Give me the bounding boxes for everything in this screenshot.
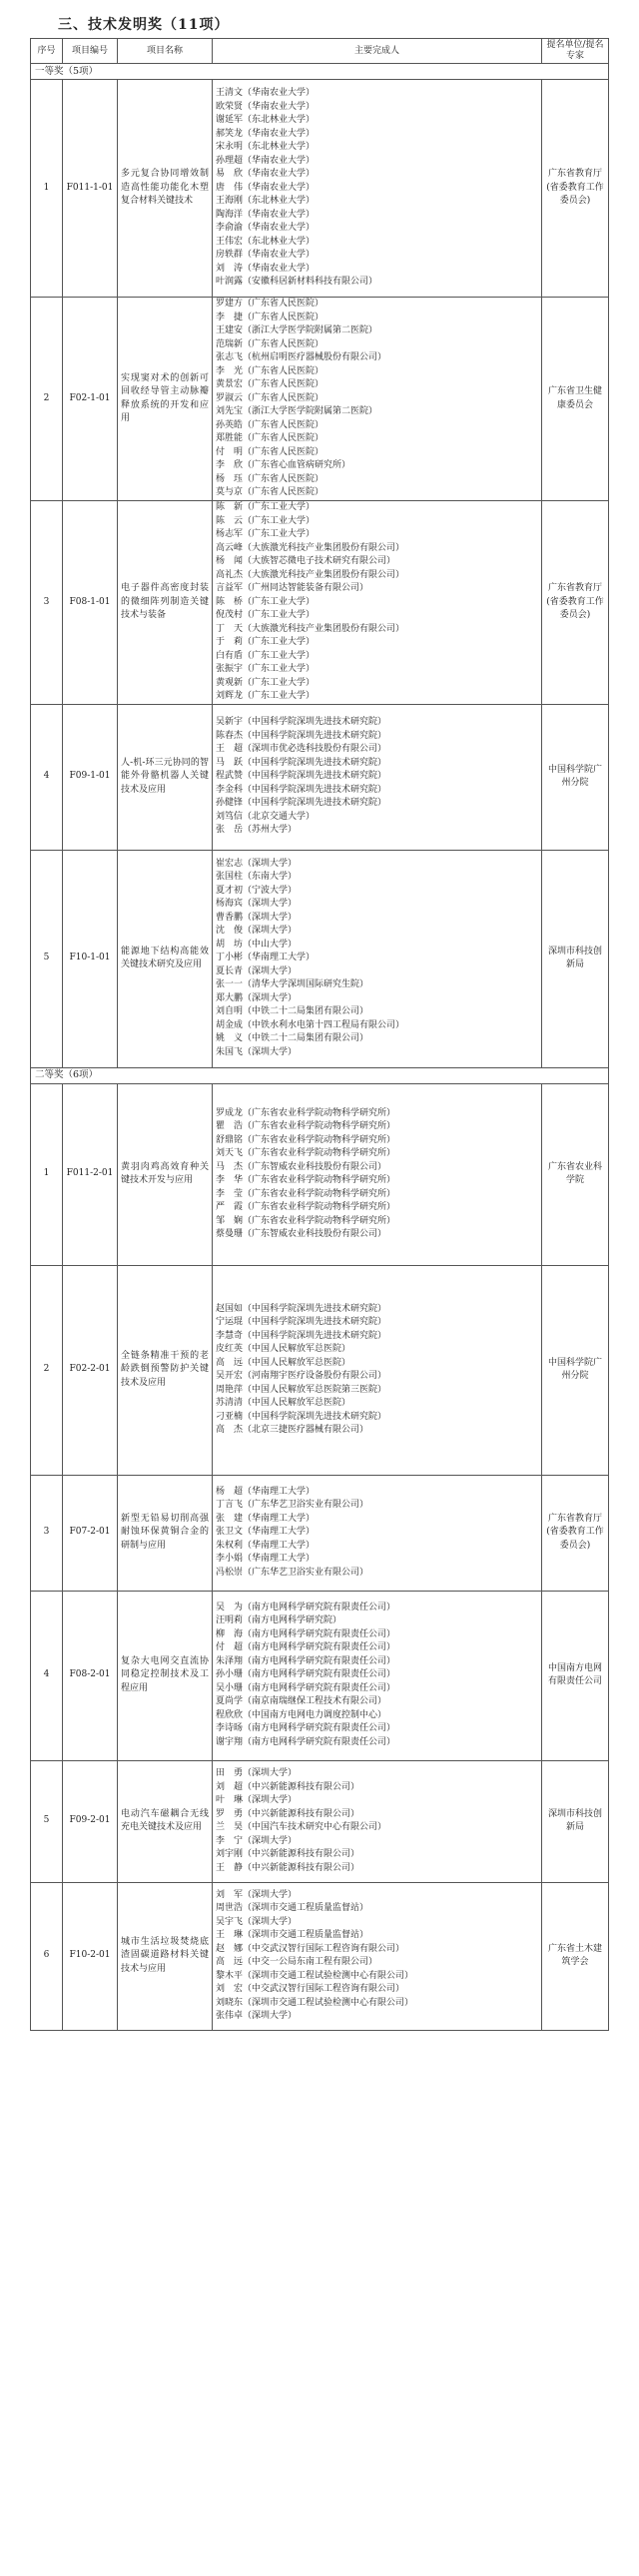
person-entry: 马 跃（中国科学院深圳先进技术研究院） <box>216 757 387 768</box>
table-row <box>31 1760 609 1882</box>
row-seq: 1 <box>31 80 63 298</box>
person-entry: 宁运琨（中国科学院深圳先进技术研究院） <box>216 1317 387 1327</box>
person-entry: 范瑞新（广东省人民医院） <box>216 338 324 349</box>
person-entry: 欧荣贤（华南农业大学） <box>216 101 316 112</box>
header-org: 提名单位/提名专家 <box>542 39 609 64</box>
person-entry: 李 捷（广东省人民医院） <box>216 312 324 322</box>
person-entry: 易 欣（华南农业大学） <box>216 169 316 180</box>
row-people <box>213 1265 542 1475</box>
person-entry: 谢延军（东北林业大学） <box>216 115 316 126</box>
row-people <box>213 850 542 1067</box>
person-entry: 陈 新（广东工业大学） <box>216 502 316 512</box>
person-entry: 高云峰（大族激光科技产业集团股份有限公司） <box>216 542 405 553</box>
row-seq: 5 <box>31 850 63 1067</box>
person-entry: 王清文（华南农业大学） <box>216 88 316 99</box>
person-entry: 严 霞（广东省农业科学院动物科学研究所） <box>216 1202 396 1212</box>
person-entry: 孙小珊（南方电网科学研究院有限责任公司） <box>216 1669 396 1680</box>
person-entry: 李 莹（广东省农业科学院动物科学研究所） <box>216 1188 396 1199</box>
person-entry: 崔宏志（深圳大学） <box>216 858 298 869</box>
person-entry: 刘笃信（北京交通大学） <box>216 811 316 822</box>
person-entry: 李俞渝（华南农业大学） <box>216 223 316 234</box>
row-people <box>213 1760 542 1882</box>
person-entry: 王 静（中兴新能源科技有限公司） <box>216 1862 360 1873</box>
person-entry: 孙健锋（中国科学院深圳先进技术研究院） <box>216 798 387 809</box>
person-entry: 郝笑龙（华南农业大学） <box>216 128 316 139</box>
row-people <box>213 80 542 298</box>
person-entry: 沈 俊（深圳大学） <box>216 926 298 937</box>
person-entry: 李 欣（广东省心血管病研究所） <box>216 460 351 471</box>
person-entry: 李诗旸（南方电网科学研究院有限责任公司） <box>216 1723 396 1734</box>
person-entry: 周世浩（深圳市交通工程质量监督站） <box>216 1903 369 1913</box>
person-entry: 张振宇（广东工业大学） <box>216 664 316 674</box>
person-entry: 赵国如（中国科学院深圳先进技术研究院） <box>216 1303 387 1314</box>
row-seq: 4 <box>31 704 63 850</box>
person-entry: 吴 为（南方电网科学研究院有限责任公司） <box>216 1602 396 1612</box>
table-row <box>31 1882 609 2030</box>
person-entry: 田 勇（深圳大学） <box>216 1768 298 1778</box>
row-nominator: 广东省教育厅(省委教育工作委员会) <box>542 80 609 298</box>
row-people <box>213 1591 542 1760</box>
person-entry: 吴开宏（河南翔宇医疗设备股份有限公司） <box>216 1371 387 1381</box>
table-row <box>31 298 609 501</box>
person-entry: 言益军（广州同达智能装备有限公司） <box>216 583 369 593</box>
person-entry: 舒鼎铭（广东省农业科学院动物科学研究所） <box>216 1134 396 1145</box>
row-people <box>213 1083 542 1265</box>
person-entry: 宋永明（东北林业大学） <box>216 142 316 153</box>
person-entry: 刘 军（深圳大学） <box>216 1889 298 1900</box>
row-nominator: 深圳市科技创新局 <box>542 850 609 1067</box>
table-header-row <box>31 39 609 64</box>
person-entry: 陈春杰（中国科学院深圳先进技术研究院） <box>216 730 387 741</box>
row-code: F09-1-01 <box>63 704 118 850</box>
person-entry: 夏才初（宁波大学） <box>216 885 298 896</box>
person-entry: 吴小珊（南方电网科学研究院有限责任公司） <box>216 1682 396 1693</box>
person-entry: 张伟卓（深圳大学） <box>216 2011 298 2021</box>
header-seq: 序号 <box>31 39 63 64</box>
person-entry: 刘 宏（中交武汉智行国际工程咨询有限公司） <box>216 1984 405 1994</box>
row-nominator: 广东省教育厅(省委教育工作委员会) <box>542 501 609 705</box>
row-seq: 2 <box>31 1265 63 1475</box>
person-entry: 张志飞（杭州启明医疗器械股份有限公司） <box>216 352 387 363</box>
person-entry: 李 光（广东省人民医院） <box>216 365 324 376</box>
row-seq: 3 <box>31 1475 63 1591</box>
person-entry: 李金科（中国科学院深圳先进技术研究院） <box>216 784 387 795</box>
person-entry: 邹 娴（广东省农业科学院动物科学研究所） <box>216 1215 396 1226</box>
person-entry: 刘 超（中兴新能源科技有限公司） <box>216 1781 360 1792</box>
person-entry: 李慧奇（中国科学院深圳先进技术研究院） <box>216 1330 387 1341</box>
person-entry: 汪明莉（南方电网科学研究院） <box>216 1615 342 1626</box>
person-entry: 叶 琳（深圳大学） <box>216 1795 298 1805</box>
row-code: F09-2-01 <box>63 1760 118 1882</box>
page-title: 三、技术发明奖（11项） <box>58 17 230 33</box>
person-entry: 程武赞（中国科学院深圳先进技术研究院） <box>216 771 387 782</box>
person-entry: 赵 娜（中交武汉智行国际工程咨询有限公司） <box>216 1943 405 1954</box>
section-row <box>31 1067 609 1083</box>
person-entry: 王伟宏（东北林业大学） <box>216 236 316 247</box>
row-project-name: 复杂大电网交直流协同稳定控制技术及工程应用 <box>118 1591 213 1760</box>
person-entry: 王建安（浙江大学医学院附属第二医院） <box>216 325 378 336</box>
person-entry: 付 超（南方电网科学研究院有限责任公司） <box>216 1642 396 1653</box>
person-entry: 朱权利（华南理工大学） <box>216 1540 316 1551</box>
row-project-name: 多元复合协同增效制造高性能功能化木塑复合材料关键技术 <box>118 80 213 298</box>
person-entry: 于 莉（广东工业大学） <box>216 637 316 647</box>
row-nominator: 广东省土木建筑学会 <box>542 1882 609 2030</box>
person-entry: 刘辉龙（广东工业大学） <box>216 691 316 701</box>
person-entry: 罗成龙（广东省农业科学院动物科学研究所） <box>216 1107 396 1118</box>
person-entry: 王海刚（东北林业大学） <box>216 196 316 207</box>
person-entry: 夏长青（深圳大学） <box>216 966 298 976</box>
person-entry: 刘自明（中铁二十二局集团有限公司） <box>216 1006 369 1017</box>
person-entry: 李小娟（华南理工大学） <box>216 1554 316 1565</box>
person-entry: 苏清清（中国人民解放军总医院） <box>216 1398 351 1408</box>
person-entry: 张一一（清华大学深圳国际研究生院） <box>216 979 369 990</box>
person-entry: 杨海宾（深圳大学） <box>216 899 298 910</box>
row-seq: 3 <box>31 501 63 705</box>
person-entry: 丁言飞（广东华艺卫浴实业有限公司） <box>216 1500 369 1511</box>
section-row <box>31 64 609 80</box>
person-entry: 刘 涛（华南农业大学） <box>216 263 316 274</box>
row-seq: 6 <box>31 1882 63 2030</box>
person-entry: 吴宇飞（深圳大学） <box>216 1916 298 1927</box>
person-entry: 兰 昊（中国汽车技术研究中心有限公司） <box>216 1822 387 1832</box>
row-project-name: 能源地下结构高能效关键技术研究及应用 <box>118 850 213 1067</box>
person-entry: 李 宁（深圳大学） <box>216 1835 298 1846</box>
person-entry: 杨 闻（大族智芯微电子技术研究有限公司） <box>216 556 396 566</box>
award-table <box>30 38 609 2031</box>
person-entry: 姚 义（中铁二十二局集团有限公司） <box>216 1033 369 1044</box>
person-entry: 周艳萍（中国人民解放军总医院第三医院） <box>216 1384 387 1395</box>
person-entry: 高 远（中国人民解放军总医院） <box>216 1357 351 1368</box>
row-code: F02-2-01 <box>63 1265 118 1475</box>
person-entry: 刘晓东（深圳市交通工程试验检测中心有限公司） <box>216 1997 414 2008</box>
person-entry: 高 远（中交一公局东南工程有限公司） <box>216 1957 378 1967</box>
section-label: 一等奖（5项） <box>31 64 609 80</box>
row-nominator: 广东省卫生健康委员会 <box>542 298 609 501</box>
row-seq: 2 <box>31 298 63 501</box>
row-people <box>213 1475 542 1591</box>
person-entry: 瞿 浩（广东省农业科学院动物科学研究所） <box>216 1121 396 1131</box>
person-entry: 陈 云（广东工业大学） <box>216 515 316 526</box>
person-entry: 杨 超（华南理工大学） <box>216 1486 316 1497</box>
person-entry: 黄观新（广东工业大学） <box>216 677 316 688</box>
person-entry: 丁小彬（华南理工大学） <box>216 953 316 964</box>
person-entry: 朱泽翔（南方电网科学研究院有限责任公司） <box>216 1655 396 1666</box>
person-entry: 皮红英（中国人民解放军总医院） <box>216 1344 351 1354</box>
person-entry: 张国柱（东南大学） <box>216 872 298 883</box>
person-entry: 刘先宝（浙江大学医学院附属第二医院） <box>216 406 378 417</box>
row-nominator: 中国科学院广州分院 <box>542 704 609 850</box>
person-entry: 胡金成（中铁水利水电第十四工程局有限公司） <box>216 1019 405 1030</box>
person-entry: 陶海洋（华南农业大学） <box>216 209 316 220</box>
row-project-name: 电子器件高密度封装的微细阵列制造关键技术与装备 <box>118 501 213 705</box>
row-project-name: 实现窦对术的创新可回收经导管主动脉瓣释放系统的开发和应用 <box>118 298 213 501</box>
header-name: 项目名称 <box>118 39 213 64</box>
person-entry: 刁亚楠（中国科学院深圳先进技术研究院） <box>216 1411 387 1422</box>
person-entry: 黎木平（深圳市交通工程试验检测中心有限公司） <box>216 1970 414 1981</box>
row-seq: 1 <box>31 1083 63 1265</box>
row-code: F07-2-01 <box>63 1475 118 1591</box>
row-nominator: 广东省农业科学院 <box>542 1083 609 1265</box>
table-body <box>31 64 609 2031</box>
person-entry: 张 建（华南理工大学） <box>216 1513 316 1524</box>
table-row <box>31 1265 609 1475</box>
person-entry: 黄景宏（广东省人民医院） <box>216 379 324 390</box>
table-row <box>31 1591 609 1760</box>
header-people: 主要完成人 <box>213 39 542 64</box>
table-row <box>31 80 609 298</box>
person-entry: 张 岳（苏州大学） <box>216 825 298 836</box>
header-code: 项目编号 <box>63 39 118 64</box>
person-entry: 刘宇刚（中兴新能源科技有限公司） <box>216 1849 360 1859</box>
person-entry: 倪茂村（广东工业大学） <box>216 610 316 620</box>
person-entry: 孙理超（华南农业大学） <box>216 155 316 166</box>
person-entry: 曹香鹏（深圳大学） <box>216 912 298 923</box>
row-seq: 5 <box>31 1760 63 1882</box>
table-row <box>31 501 609 705</box>
person-entry: 马 杰（广东智威农业科技股份有限公司） <box>216 1161 387 1172</box>
person-entry: 谢宇翔（南方电网科学研究院有限责任公司） <box>216 1736 396 1747</box>
person-entry: 罗建方（广东省人民医院） <box>216 299 324 310</box>
row-code: F10-2-01 <box>63 1882 118 2030</box>
person-entry: 高礼杰（大族激光科技产业集团股份有限公司） <box>216 569 405 580</box>
person-entry: 程欣欣（中国南方电网电力调度控制中心） <box>216 1709 387 1720</box>
row-project-name: 城市生活垃圾焚烧底渣固碳道路材料关键技术与应用 <box>118 1882 213 2030</box>
person-entry: 刘天飞（广东省农业科学院动物科学研究所） <box>216 1148 396 1158</box>
row-people <box>213 1882 542 2030</box>
person-entry: 张卫文（华南理工大学） <box>216 1527 316 1538</box>
row-people <box>213 501 542 705</box>
person-entry: 唐 伟（华南农业大学） <box>216 182 316 193</box>
person-entry: 罗淑云（广东省人民医院） <box>216 392 324 403</box>
person-entry: 丁 天（大族激光科技产业集团股份有限公司） <box>216 623 405 634</box>
row-people <box>213 298 542 501</box>
table-row <box>31 850 609 1067</box>
row-code: F02-1-01 <box>63 298 118 501</box>
row-nominator: 广东省教育厅(省委教育工作委员会) <box>542 1475 609 1591</box>
person-entry: 杨志军（广东工业大学） <box>216 529 316 539</box>
person-entry: 李 华（广东省农业科学院动物科学研究所） <box>216 1175 396 1185</box>
person-entry: 柳 海（南方电网科学研究院有限责任公司） <box>216 1628 396 1639</box>
person-entry: 王 琳（深圳市交通工程质量监督站） <box>216 1930 369 1940</box>
person-entry: 孙英皓（广东省人民医院） <box>216 419 324 430</box>
table-row <box>31 1475 609 1591</box>
person-entry: 莫与京（广东省人民医院） <box>216 487 324 498</box>
person-entry: 杨 珏（广东省人民医院） <box>216 473 324 484</box>
table-row <box>31 704 609 850</box>
row-nominator: 中国科学院广州分院 <box>542 1265 609 1475</box>
table-row <box>31 1083 609 1265</box>
person-entry: 夏尚学（南京南瑞继保工程技术有限公司） <box>216 1696 387 1707</box>
person-entry: 冯松崇（广东华艺卫浴实业有限公司） <box>216 1567 369 1578</box>
row-project-name: 全链条精准干预的老龄跌倒预警防护关键技术及应用 <box>118 1265 213 1475</box>
row-project-name: 电动汽车磁耦合无线充电关键技术及应用 <box>118 1760 213 1882</box>
person-entry: 高 杰（北京三捷医疗器械有限公司） <box>216 1425 369 1435</box>
row-project-name: 新型无铅易切削高强耐蚀环保黄铜合金的研制与应用 <box>118 1475 213 1591</box>
row-seq: 4 <box>31 1591 63 1760</box>
row-people <box>213 704 542 850</box>
person-entry: 朱国飞（深圳大学） <box>216 1046 298 1057</box>
person-entry: 胡 坊（中山大学） <box>216 939 298 950</box>
person-entry: 吴新宇（中国科学院深圳先进技术研究院） <box>216 717 387 728</box>
person-entry: 付 明（广东省人民医院） <box>216 446 324 457</box>
person-entry: 房轶群（华南农业大学） <box>216 250 316 261</box>
person-entry: 白有盾（广东工业大学） <box>216 650 316 661</box>
row-nominator: 深圳市科技创新局 <box>542 1760 609 1882</box>
row-code: F08-1-01 <box>63 501 118 705</box>
person-entry: 蔡曼珊（广东智威农业科技股份有限公司） <box>216 1229 387 1239</box>
row-code: F011-1-01 <box>63 80 118 298</box>
person-entry: 叶润露（安徽科居新材料科技有限公司） <box>216 277 378 288</box>
person-entry: 王 超（深圳市优必选科技股份有限公司） <box>216 744 387 755</box>
row-nominator: 中国南方电网有限责任公司 <box>542 1591 609 1760</box>
section-label: 二等奖（6项） <box>31 1067 609 1083</box>
person-entry: 郑胜能（广东省人民医院） <box>216 433 324 444</box>
row-project-name: 黄羽肉鸡高效育种关键技术开发与应用 <box>118 1083 213 1265</box>
row-code: F011-2-01 <box>63 1083 118 1265</box>
person-entry: 陈 桥（广东工业大学） <box>216 596 316 607</box>
row-code: F10-1-01 <box>63 850 118 1067</box>
person-entry: 郑大鹏（深圳大学） <box>216 992 298 1003</box>
person-entry: 罗 勇（中兴新能源科技有限公司） <box>216 1808 360 1819</box>
row-code: F08-2-01 <box>63 1591 118 1760</box>
row-project-name: 人-机-环三元协同的智能外骨骼机器人关键技术及应用 <box>118 704 213 850</box>
